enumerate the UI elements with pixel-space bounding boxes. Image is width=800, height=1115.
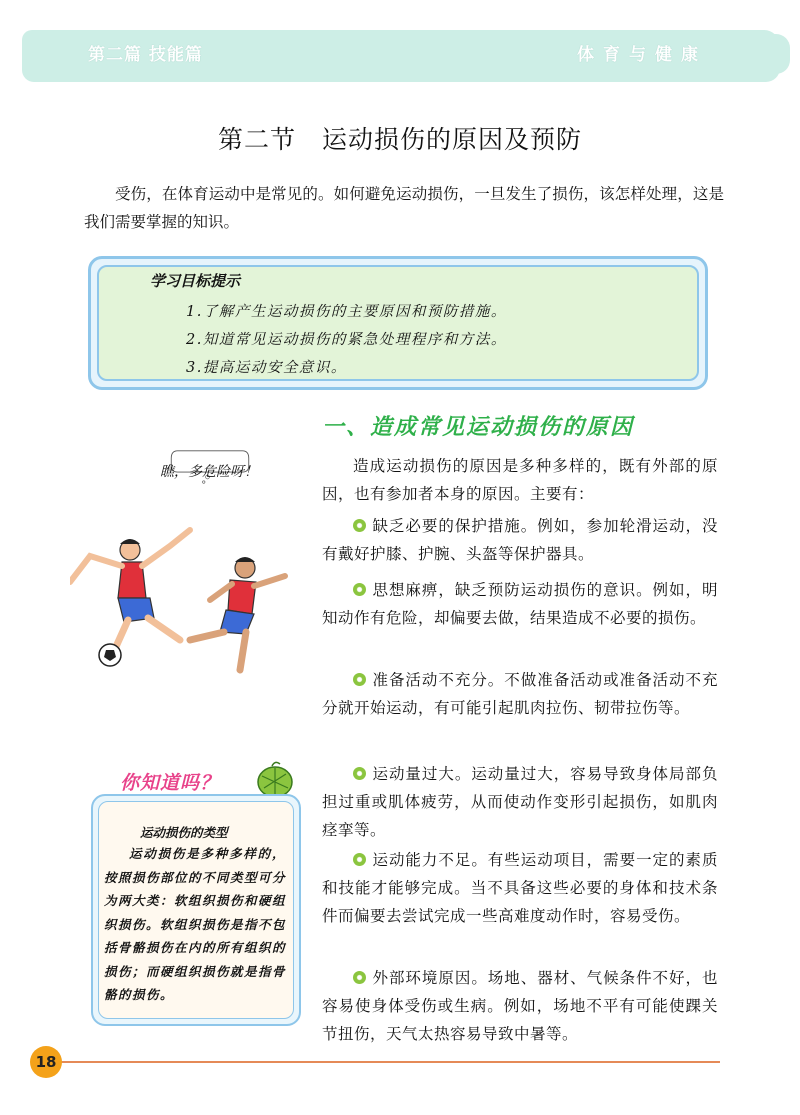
did-you-know-heading: 你知道吗？: [120, 772, 221, 794]
green-bullet-icon: [353, 853, 366, 866]
section-heading: 一、造成常见运动损伤的原因: [322, 415, 635, 440]
green-bullet-icon: [353, 971, 366, 984]
list-item: 准备活动不充分。不做准备活动或准备活动不充分就开始运动，有可能引起肌肉拉伤、韧带拉伤等。: [322, 671, 718, 717]
header-book-title: 体育与健康: [577, 45, 707, 65]
list-item: 运动量过大。运动量过大，容易导致身体局部负担过重或肌体疲劳，从而使动作变形引起损伤，如肌肉痉挛等。: [322, 765, 718, 839]
green-bullet-icon: [353, 583, 366, 596]
goal-item: 2.知道常见运动损伤的紧急处理程序和方法。: [186, 332, 507, 348]
goal-item: 1.了解产生运动损伤的主要原因和预防措施。: [186, 304, 507, 320]
page-number: 18: [30, 1046, 62, 1078]
green-bullet-icon: [353, 767, 366, 780]
page-title: 第二节 运动损伤的原因及预防: [217, 125, 582, 154]
did-you-know-text: 运动损伤是多种多样的，按照损伤部位的不同类型可分为两大类：软组织损伤和硬组织损伤。软组织损伤是指不包括骨骼损伤在内的所有组织的损伤；而硬组织损伤就是指骨骼的损伤。: [104, 846, 287, 1002]
footer-rule: [60, 1061, 720, 1063]
goal-item: 3.提高运动安全意识。: [186, 360, 347, 376]
speech-bubble-text: 瞧，多危险呀！: [160, 464, 258, 480]
green-bullet-icon: [353, 673, 366, 686]
list-item: 外部环境原因。场地、器材、气候条件不好，也容易使身体受伤或生病。例如，场地不平有可能使踝关节扭伤，天气太热容易导致中暑等。: [322, 969, 718, 1043]
list-item: 运动能力不足。有些运动项目，需要一定的素质和技能才能够完成。当不具备这些必要的身体和技术条件而偏要去尝试完成一些高难度动作时，容易受伤。: [322, 851, 718, 925]
header-part-title: 第二篇 技能篇: [88, 45, 203, 65]
list-item: 思想麻痹，缺乏预防运动损伤的意识。例如，明知动作有危险，却偏要去做，结果造成不必要的损伤。: [322, 581, 718, 627]
learning-goals-title: 学习目标提示: [150, 272, 241, 290]
list-item: 缺乏必要的保护措施。例如，参加轮滑运动，没有戴好护膝、护腕、头盔等保护器具。: [322, 517, 718, 563]
soccer-collision-illustration: [70, 510, 300, 680]
green-bullet-icon: [353, 519, 366, 532]
intro-paragraph: 受伤，在体育运动中是常见的。如何避免运动损伤，一旦发生了损伤，该怎样处理，这是我们需要掌握的知识。: [84, 185, 724, 231]
did-you-know-title: 运动损伤的类型: [140, 825, 228, 840]
section-lead-paragraph: 造成运动损伤的原因是多种多样的，既有外部的原因，也有参加者本身的原因。主要有：: [322, 457, 718, 503]
